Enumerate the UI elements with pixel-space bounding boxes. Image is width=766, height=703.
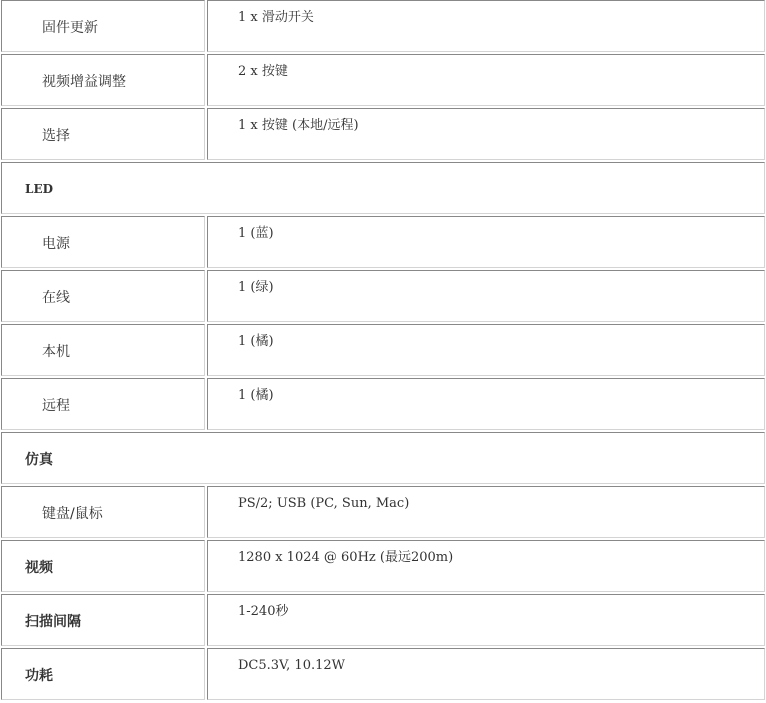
label-cell [1,54,205,106]
value-cell [207,378,765,430]
spec-value: 1 (橘) [238,334,274,349]
section-row [0,162,766,216]
section-title: LED [25,182,53,196]
spec-value: 1 x 按键 (本地/远程) [238,118,359,133]
spec-value: 1 (橘) [238,388,274,403]
label-cell [1,540,205,592]
spec-row [0,0,766,54]
spec-header-label: 功耗 [25,668,53,684]
label-cell [1,486,205,538]
section-cell [1,432,765,484]
spec-row [0,540,766,594]
spec-value: DC5.3V, 10.12W [238,658,346,673]
value-cell [207,0,765,52]
value-cell [207,540,765,592]
label-cell [1,324,205,376]
spec-value: 1 x 滑动开关 [238,10,314,25]
value-cell [207,324,765,376]
spec-label: 电源 [42,236,70,252]
value-cell [207,486,765,538]
label-cell [1,378,205,430]
spec-label: 视频增益调整 [42,74,126,90]
spec-header-label: 扫描间隔 [25,614,81,630]
value-cell [207,54,765,106]
spec-label: 选择 [42,128,70,144]
value-cell [207,216,765,268]
spec-label: 在线 [42,290,70,306]
spec-row [0,486,766,540]
spec-row [0,324,766,378]
value-cell [207,648,765,700]
value-cell [207,594,765,646]
label-cell [1,216,205,268]
value-cell [207,270,765,322]
label-cell [1,594,205,646]
label-cell [1,108,205,160]
section-title: 仿真 [25,452,53,468]
section-cell [1,162,765,214]
label-cell [1,270,205,322]
value-cell [207,108,765,160]
spec-row [0,594,766,648]
label-cell [1,0,205,52]
spec-value: 1280 x 1024 @ 60Hz (最远200m) [238,550,454,565]
spec-value: PS/2; USB (PC, Sun, Mac) [238,496,410,511]
spec-row [0,54,766,108]
spec-label: 远程 [42,398,70,414]
section-row [0,432,766,486]
label-cell [1,648,205,700]
spec-value: 1-240秒 [238,604,289,619]
spec-value: 2 x 按键 [238,64,288,79]
spec-label: 键盘/鼠标 [42,506,103,522]
spec-value: 1 (绿) [238,280,274,295]
spec-row [0,108,766,162]
spec-row [0,270,766,324]
spec-row [0,648,766,702]
spec-label: 本机 [42,344,70,360]
spec-label: 固件更新 [42,20,98,36]
spec-header-label: 视频 [25,560,53,576]
spec-row [0,216,766,270]
spec-value: 1 (蓝) [238,226,274,241]
spec-row [0,378,766,432]
